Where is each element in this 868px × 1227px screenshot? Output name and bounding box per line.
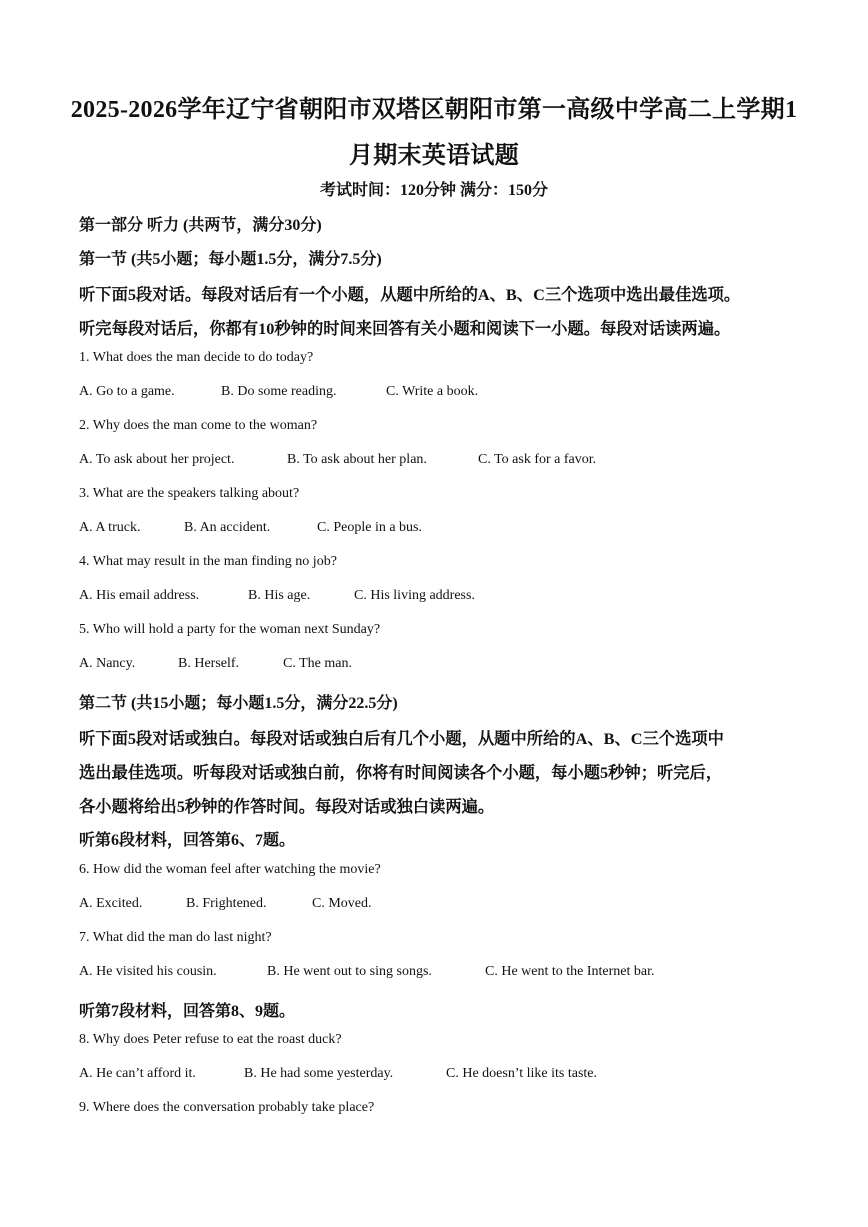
exam-title-line1: 2025-2026学年辽宁省朝阳市双塔区朝阳市第一高级中学高二上学期1 bbox=[70, 97, 798, 123]
section1-heading: 第一节 (共5小题；每小题1.5分，满分7.5分) bbox=[79, 251, 382, 268]
option-a: A. To ask about her project. bbox=[79, 452, 235, 467]
question-4: 4. What may result in the man finding no job? bbox=[79, 554, 337, 569]
question-2: 2. Why does the man come to the woman? bbox=[79, 418, 318, 433]
option-a: A. Nancy. bbox=[79, 656, 136, 671]
exam-title-line2: 月期末英语试题 bbox=[348, 143, 520, 169]
section2-instruction-line2: 选出最佳选项。听每段对话或独白前，你将有时间阅读各个小题，每小题5秒钟；听完后， bbox=[79, 763, 723, 782]
option-b: B. To ask about her plan. bbox=[287, 452, 427, 467]
option-a: A. Excited. bbox=[79, 896, 143, 911]
option-b: B. Do some reading. bbox=[221, 384, 337, 399]
section2-instruction-line1: 听下面5段对话或独白。每段对话或独白后有几个小题，从题中所给的A、B、C三个选项中 bbox=[79, 729, 724, 748]
option-a: A. He visited his cousin. bbox=[79, 964, 217, 979]
section2-instruction-line3: 各小题将给出5秒钟的作答时间。每段对话或独白读两遍。 bbox=[79, 797, 495, 816]
option-a: A. A truck. bbox=[79, 520, 141, 535]
option-b: B. His age. bbox=[248, 588, 311, 603]
option-c: C. To ask for a favor. bbox=[478, 452, 597, 467]
question-7: 7. What did the man do last night? bbox=[79, 930, 272, 945]
option-c: C. His living address. bbox=[354, 588, 475, 603]
section1-instruction-line1: 听下面5段对话。每段对话后有一个小题，从题中所给的A、B、C三个选项中选出最佳选项。 bbox=[79, 285, 741, 304]
option-c: C. He doesn’t like its taste. bbox=[446, 1066, 597, 1081]
question-6: 6. How did the woman feel after watching the movie? bbox=[79, 862, 381, 877]
option-b: B. He had some yesterday. bbox=[244, 1066, 394, 1081]
material-6-heading: 听第6段材料，回答第6、7题。 bbox=[79, 832, 296, 849]
option-c: C. Moved. bbox=[312, 896, 372, 911]
section1-instruction-line2: 听完每段对话后，你都有10秒钟的时间来回答有关小题和阅读下一小题。每段对话读两遍。 bbox=[79, 319, 731, 338]
exam-info: 考试时间：120分钟 满分：150分 bbox=[319, 182, 548, 199]
section2-heading: 第二节 (共15小题；每小题1.5分，满分22.5分) bbox=[79, 695, 398, 712]
part1-heading: 第一部分 听力 (共两节，满分30分) bbox=[79, 217, 322, 234]
option-b: B. An accident. bbox=[184, 520, 271, 535]
option-c: C. He went to the Internet bar. bbox=[485, 964, 655, 979]
option-c: C. Write a book. bbox=[386, 384, 479, 399]
material-7-heading: 听第7段材料，回答第8、9题。 bbox=[79, 1003, 296, 1020]
option-a: A. Go to a game. bbox=[79, 384, 175, 399]
question-8: 8. Why does Peter refuse to eat the roast duck? bbox=[79, 1032, 342, 1047]
question-1: 1. What does the man decide to do today? bbox=[79, 350, 314, 365]
question-9: 9. Where does the conversation probably take place? bbox=[79, 1100, 375, 1115]
option-b: B. Herself. bbox=[178, 656, 240, 671]
option-b: B. He went out to sing songs. bbox=[267, 964, 432, 979]
option-c: C. People in a bus. bbox=[317, 520, 422, 535]
option-a: A. He can’t afford it. bbox=[79, 1066, 196, 1081]
question-5: 5. Who will hold a party for the woman next Sunday? bbox=[79, 622, 381, 637]
option-a: A. His email address. bbox=[79, 588, 200, 603]
option-c: C. The man. bbox=[283, 656, 352, 671]
question-3: 3. What are the speakers talking about? bbox=[79, 486, 300, 501]
option-b: B. Frightened. bbox=[186, 896, 267, 911]
